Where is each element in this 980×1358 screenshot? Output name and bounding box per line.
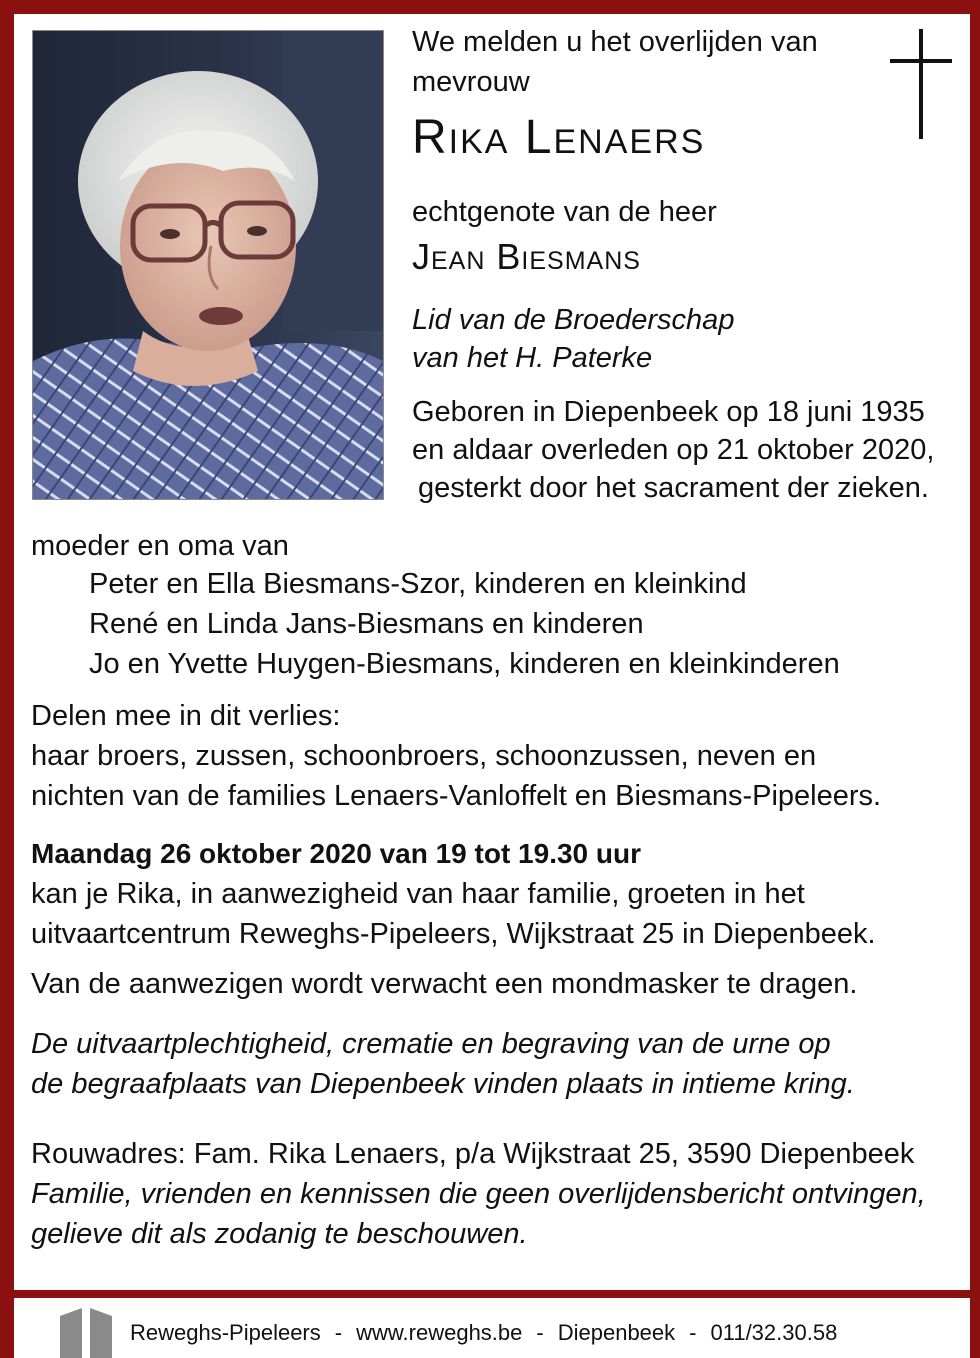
intro-line-1: We melden u het overlijden van [412, 26, 818, 58]
membership-line-2: van het H. Paterke [412, 342, 653, 374]
footer [14, 1298, 970, 1358]
funeral-home-logo-icon [58, 1304, 114, 1358]
child-line: Jo en Yvette Huygen-Biesmans, kinderen en kleinkinderen [89, 648, 840, 680]
ceremony-line-2: de begraafplaats van Diepenbeek vinden plaats in intieme kring. [31, 1068, 855, 1100]
mourning-address: Rouwadres: Fam. Rika Lenaers, p/a Wijkstraat 25, 3590 Diepenbeek [31, 1138, 915, 1170]
footer-separator: - [689, 1320, 697, 1345]
footer-website[interactable]: www.reweghs.be [356, 1320, 523, 1345]
footer-phone: 011/32.30.58 [710, 1320, 838, 1345]
visitation-datetime: Maandag 26 oktober 2020 van 19 tot 19.30 uur [31, 838, 642, 869]
latin-cross-icon [890, 29, 952, 139]
share-intro: Delen mee in dit verlies: [31, 700, 341, 732]
share-line-1: haar broers, zussen, schoonbroers, schoonzussen, neven en [31, 740, 817, 772]
spouse-name: Jean Biesmans [412, 236, 641, 277]
mask-note: Van de aanwezigen wordt verwacht een mondmasker te dragen. [31, 968, 858, 1000]
family-intro: moeder en oma van [31, 530, 289, 562]
footer-rule [14, 1290, 970, 1298]
intro-line-2: mevrouw [412, 66, 530, 98]
spouse-intro: echtgenote van de heer [412, 196, 717, 228]
life-line-1: Geboren in Diepenbeek op 18 juni 1935 [412, 396, 925, 428]
life-line-2: en aldaar overleden op 21 oktober 2020, [412, 434, 935, 466]
portrait-photo [32, 30, 384, 500]
visitation-line-1: kan je Rika, in aanwezigheid van haar familie, groeten in het [31, 878, 805, 910]
footer-town: Diepenbeek [557, 1320, 676, 1345]
share-line-2: nichten van de families Lenaers-Vanloffelt en Biesmans-Pipeleers. [31, 780, 882, 812]
footer-separator: - [536, 1320, 544, 1345]
ceremony-line-1: De uitvaartplechtigheid, crematie en begraving van de urne op [31, 1028, 831, 1060]
mourning-note-line-1: Familie, vrienden en kennissen die geen overlijdensbericht ontvingen, [31, 1178, 926, 1210]
footer-company: Reweghs-Pipeleers [130, 1320, 321, 1345]
life-line-3: gesterkt door het sacrament der zieken. [418, 472, 929, 504]
child-line: René en Linda Jans-Biesmans en kinderen [89, 608, 644, 640]
deceased-name: Rika Lenaers [412, 111, 706, 164]
membership-line-1: Lid van de Broederschap [412, 304, 735, 336]
footer-separator: - [334, 1320, 343, 1345]
child-line: Peter en Ella Biesmans-Szor, kinderen en kleinkind [89, 568, 747, 600]
footer-contact [130, 1320, 844, 1346]
visitation-line-2: uitvaartcentrum Reweghs-Pipeleers, Wijkstraat 25 in Diepenbeek. [31, 918, 876, 950]
mourning-note-line-2: gelieve dit als zodanig te beschouwen. [31, 1218, 528, 1250]
